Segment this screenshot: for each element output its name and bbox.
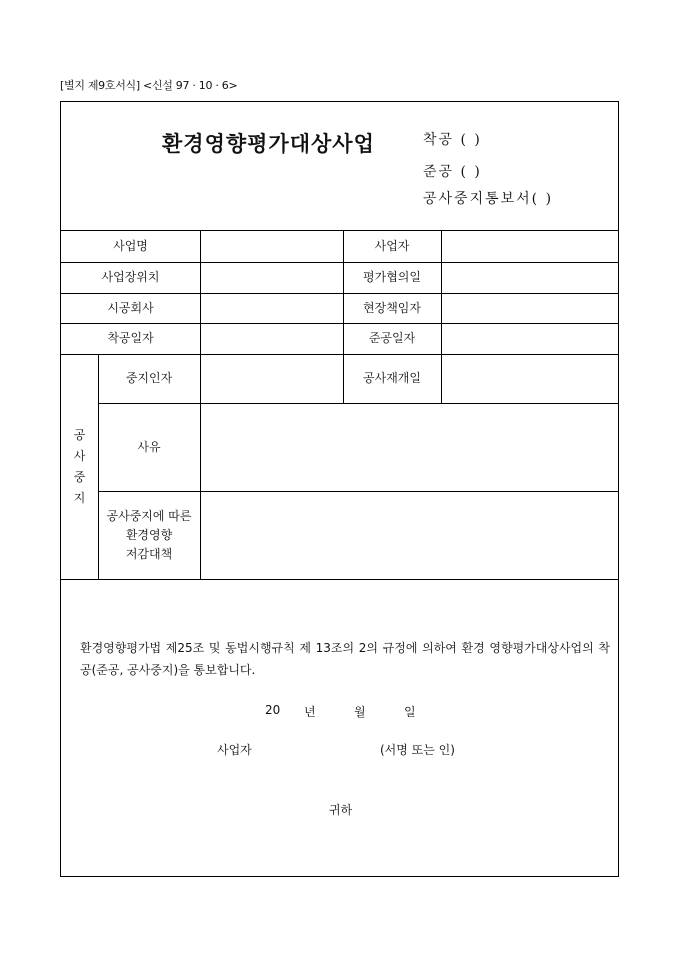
suspension-group-label: 공 사 중 지 bbox=[73, 427, 86, 505]
notification-form bbox=[60, 101, 619, 877]
label-suspension-date: 중지인자 bbox=[125, 371, 173, 385]
field-suspension-date[interactable] bbox=[200, 354, 343, 403]
option-start: 착공 ( ) bbox=[423, 132, 482, 148]
option-completion: 준공 ( ) bbox=[423, 164, 482, 180]
field-project-name[interactable] bbox=[200, 230, 343, 262]
signer-label: 사업자 bbox=[217, 743, 252, 757]
field-site-manager[interactable] bbox=[441, 293, 618, 323]
field-completion-date[interactable] bbox=[441, 323, 618, 354]
field-reason[interactable] bbox=[200, 403, 618, 491]
label-consultation-date: 평가협의일 bbox=[363, 270, 421, 284]
label-reason: 사유 bbox=[137, 439, 161, 454]
label-contractor: 시공회사 bbox=[107, 300, 154, 315]
field-contractor[interactable] bbox=[200, 293, 343, 323]
recipient-label: 귀하 bbox=[329, 803, 353, 817]
field-consultation-date[interactable] bbox=[441, 262, 618, 293]
signature-note: (서명 또는 인) bbox=[380, 743, 455, 757]
label-mitigation-measures: 공사중지에 따른 환경영향 저감대책 bbox=[106, 508, 192, 561]
notice-body: 환경영향평가법 제25조 및 동법시행규칙 제 13조의 2의 규정에 의하여 환경 영향평가대상사업의 착공(준공, 공사중지)을 통보합니다. bbox=[80, 641, 610, 677]
form-number-label: [별지 제9호서식] <신설 97 · 10 · 6> bbox=[60, 79, 238, 92]
date-day-label: 일 bbox=[404, 705, 416, 719]
date-month-label: 월 bbox=[354, 705, 366, 719]
label-resume-date: 공사재개일 bbox=[363, 371, 421, 385]
field-operator[interactable] bbox=[441, 230, 618, 262]
option-suspension: 공사중지통보서( ) bbox=[423, 191, 554, 207]
label-completion-date: 준공일자 bbox=[368, 331, 416, 345]
label-project-name: 사업명 bbox=[113, 238, 148, 253]
label-start-date: 착공일자 bbox=[107, 331, 154, 345]
form-title: 환경영향평가대상사업 bbox=[162, 131, 375, 156]
row-divider bbox=[61, 579, 618, 580]
field-site-location[interactable] bbox=[200, 262, 343, 293]
label-site-manager: 현장책임자 bbox=[363, 300, 421, 315]
label-operator: 사업자 bbox=[374, 238, 410, 253]
date-year-label: 년 bbox=[304, 705, 316, 719]
date-year-prefix: 20 bbox=[265, 703, 281, 717]
field-resume-date[interactable] bbox=[441, 354, 618, 403]
field-mitigation-measures[interactable] bbox=[200, 491, 618, 579]
form-header bbox=[61, 102, 618, 231]
field-start-date[interactable] bbox=[200, 323, 343, 354]
label-site-location: 사업장위치 bbox=[101, 270, 160, 284]
